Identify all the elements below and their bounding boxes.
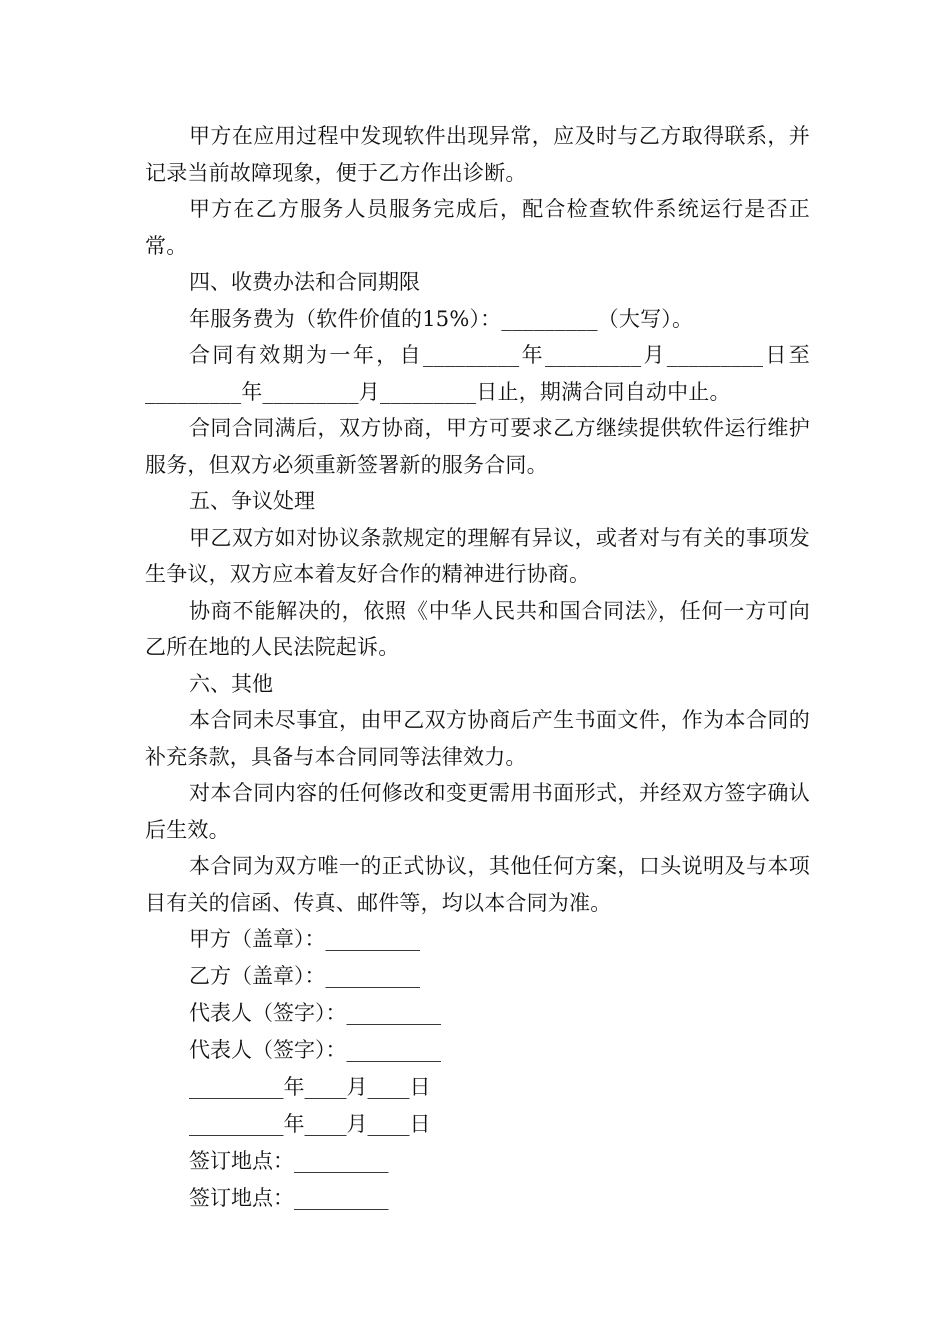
representative-signature-line: 代表人（签字）：_________ [189,1038,441,1062]
section-heading-fees: 四、收费办法和合同期限 [189,270,420,294]
document-body [145,118,810,1217]
paragraph-sole-agreement: 本合同为双方唯一的正式协议，其他任何方案，口头说明及与本项目有关的信函、传真、邮件等，均以本合同为准。 [145,854,810,915]
paragraph-annual-fee: 年服务费为（软件价值的15%）：_________（大写）。 [189,306,694,331]
paragraph-litigation: 协商不能解决的，依照《中华人民共和国合同法》，任何一方可向乙所在地的人民法院起诉。 [145,598,810,659]
paragraph-fault-report: 甲方在应用过程中发现软件出现异常，应及时与乙方取得联系，并记录当前故障现象，便于乙方作出诊断。 [145,124,810,185]
date-line: _________年____月____日 [189,1075,431,1099]
paragraph-validity-period: 合同有效期为一年，自_________年_________月_________日至_________年_________月_________日止，期满合同自动中止。 [145,343,810,404]
party-b-seal-line: 乙方（盖章）：_________ [189,964,420,988]
section-heading-dispute: 五、争议处理 [189,489,315,513]
signing-location-line: 签订地点：_________ [189,1186,389,1210]
party-a-seal-line: 甲方（盖章）：_________ [189,927,420,951]
representative-signature-line: 代表人（签字）：_________ [189,1001,441,1025]
signing-location-line: 签订地点：_________ [189,1149,389,1173]
paragraph-modification: 对本合同内容的任何修改和变更需用书面形式，并经双方签字确认后生效。 [145,781,810,842]
paragraph-renewal: 合同合同满后，双方协商，甲方可要求乙方继续提供软件运行维护服务，但双方必须重新签署新的服务合同。 [145,416,810,477]
date-line: _________年____月____日 [189,1112,431,1136]
paragraph-service-check: 甲方在乙方服务人员服务完成后，配合检查软件系统运行是否正常。 [145,197,810,258]
paragraph-negotiation: 甲乙双方如对协议条款规定的理解有异议，或者对与有关的事项发生争议，双方应本着友好合作的精神进行协商。 [145,525,810,586]
section-heading-other: 六、其他 [189,671,273,696]
paragraph-supplementary: 本合同未尽事宜，由甲乙双方协商后产生书面文件，作为本合同的补充条款，具备与本合同同等法律效力。 [145,708,810,769]
